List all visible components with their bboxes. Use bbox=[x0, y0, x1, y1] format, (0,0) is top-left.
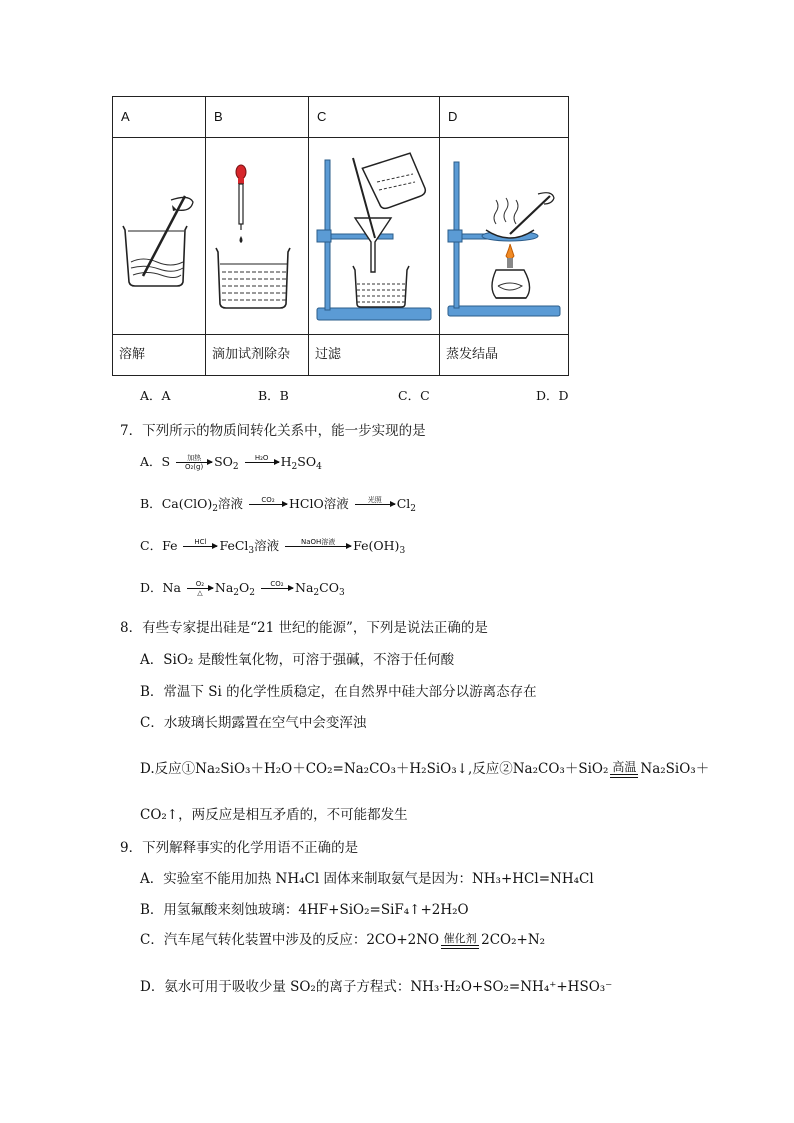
q7-option-b: B．$Ca(ClO)_2$溶液 CO₂ HClO溶液 光照 $Cl_2$ bbox=[140, 496, 417, 514]
arrow-icon: O₂ △ bbox=[187, 580, 213, 597]
q6-option-d: D．D bbox=[536, 388, 569, 403]
caption-filtering: 过滤 bbox=[309, 335, 440, 376]
arrow-icon: CO₂ bbox=[249, 496, 287, 513]
image-dropping-reagent bbox=[206, 138, 309, 335]
q6-option-b: B．B bbox=[258, 388, 289, 403]
image-evaporating bbox=[440, 138, 569, 335]
arrow-icon: H₂O bbox=[245, 454, 279, 471]
arrow-icon: NaOH溶液 bbox=[285, 538, 351, 555]
caption-dropping: 滴加试剂除杂 bbox=[206, 335, 309, 376]
q9-stem: 9．下列解释事实的化学用语不正确的是 bbox=[120, 840, 359, 856]
caption-evaporating: 蒸发结晶 bbox=[440, 335, 569, 376]
q8-option-d: D.反应①Na₂SiO₃＋H₂O＋CO₂=Na₂CO₃＋H₂SiO₃↓,反应②Na₂CO₃＋SiO₂ 高温 Na₂SiO₃＋ bbox=[140, 760, 710, 777]
q9-option-d: D．氨水可用于吸收少量 SO₂的离子方程式：NH₃·H₂O+SO₂=NH₄⁺+HSO₃⁻ bbox=[140, 979, 613, 995]
q7-option-d: D．Na O₂ △ $Na_2O_2$ CO₂ $Na_2CO_3$ bbox=[140, 580, 345, 598]
beaker-stirring-icon bbox=[113, 138, 205, 334]
q6-option-c: C．C bbox=[398, 388, 430, 403]
evaporation-apparatus-icon bbox=[440, 138, 568, 334]
dropper-beaker-icon bbox=[206, 138, 308, 334]
header-d: D bbox=[440, 97, 569, 138]
q8-option-a: A．SiO₂ 是酸性氧化物，可溶于强碱，不溶于任何酸 bbox=[140, 652, 455, 668]
q8-option-d-continued: CO₂↑，两反应是相互矛盾的，不可能都发生 bbox=[140, 807, 408, 823]
caption-dissolving: 溶解 bbox=[113, 335, 206, 376]
q7-stem: 7．下列所示的物质间转化关系中，能一步实现的是 bbox=[120, 423, 426, 439]
q9-option-b: B．用氢氟酸来刻蚀玻璃：4HF+SiO₂=SiF₄↑+2H₂O bbox=[140, 902, 469, 918]
arrow-icon: CO₂ bbox=[261, 580, 293, 597]
q9-option-a: A．实验室不能用加热 NH₄Cl 固体来制取氨气是因为：NH₃+HCl=NH₄Cl bbox=[140, 871, 594, 887]
q8-option-c: C．水玻璃长期露置在空气中会变浑浊 bbox=[140, 715, 367, 731]
q6-option-a: A．A bbox=[140, 388, 171, 403]
header-b: B bbox=[206, 97, 309, 138]
image-filtering bbox=[309, 138, 440, 335]
arrow-icon: HCl bbox=[183, 538, 217, 555]
image-dissolving bbox=[113, 138, 206, 335]
q9-option-c: C．汽车尾气转化装置中涉及的反应：2CO+2NO 催化剂 2CO₂+N₂ bbox=[140, 932, 546, 948]
header-a: A bbox=[113, 97, 206, 138]
arrow-icon: 加热 O₂(g) bbox=[176, 454, 212, 471]
filtration-apparatus-icon bbox=[309, 138, 439, 334]
arrow-icon: 光照 bbox=[355, 496, 395, 513]
q7-option-c: C．Fe HCl FeCl$_3$溶液 NaOH溶液 $Fe(OH)_3$ bbox=[140, 538, 406, 556]
header-c: C bbox=[309, 97, 440, 138]
equals-condition: 催化剂 bbox=[441, 932, 479, 949]
q8-option-b: B．常温下 Si 的化学性质稳定，在自然界中硅大部分以游离态存在 bbox=[140, 684, 537, 700]
q8-stem: 8．有些专家提出硅是“21 世纪的能源”，下列是说法正确的是 bbox=[120, 620, 488, 636]
lab-operations-table bbox=[112, 96, 569, 376]
equals-condition: 高温 bbox=[610, 760, 638, 778]
q7-option-a: A．S 加热 O₂(g) $SO_2$ H₂O $H_2SO_4$ bbox=[140, 454, 322, 472]
